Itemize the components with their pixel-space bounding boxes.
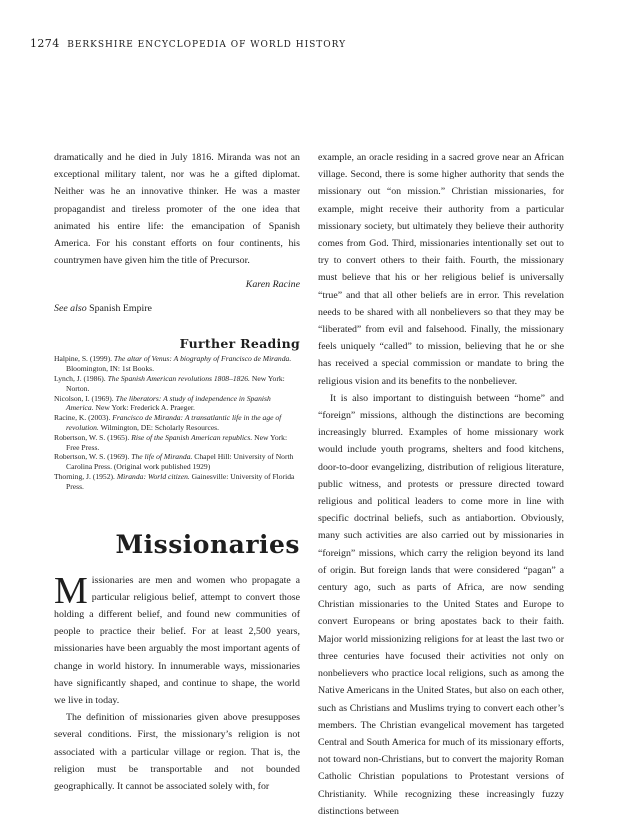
article-title: Missionaries bbox=[115, 529, 300, 559]
home-foreign-paragraph: It is also important to distinguish between “home” and “foreign” missions, although the distinctions are becoming increasingly blurred. Examples of home missionary work would include youth programs, shelters and food kitchens, door-to-door evangelizing, distribution of religious literature, public witness, and protests or pressure directed toward religious and political leaders to come more in line with specific doctrinal beliefs, such as antiabortion. Obviously, many such activities are also carried out by missionaries in “foreign” missions, which carry the religion beyond its land of origin. But foreign lands that were considered “pagan” a century ago, such as parts of Africa, are now sending Christian missionaries to the United States and Europe to convert Europeans or bring apostates back to their faith. Major world missionizing religions for at least the last two or three centuries have focused their activities not only on nonbelievers who practice local religions, such as among the Native Americans in the United States, but also on each other, such as Christians and Muslims trying to convert each other’s members. The Christian evangelical movement has targeted Central and South America for much of its missionary efforts, not toward non-Christians, but to convert the majority Roman Catholic Christian populations to Protestant versions of Christianity. While recognizing these increasingly fuzzy distinctions between bbox=[318, 392, 564, 817]
reference-item: Racine, K. (2003). Francisco de Miranda: A transatlantic life in the age of revolution. Wilmington, DE: Scholarly Resources. bbox=[54, 413, 282, 432]
see-also-link[interactable]: Spanish Empire bbox=[89, 303, 152, 315]
intro-text: issionaries are men and women who propagate a particular religious belief, attempt to convert those holding a different belief, and found new communities of people to practice their belief. For at least 2,500 years, missionaries have been arguably the most important agents of change in world history. In innumerable ways, missionaries have significantly shaped, and continue to shape, the world we live in today. bbox=[54, 574, 300, 706]
drop-cap: M bbox=[54, 569, 88, 612]
reference-item: Robertson, W. S. (1969). The life of Miranda. Chapel Hill: University of North Carolina Press. (Original work published 1929) bbox=[54, 452, 294, 472]
intro-paragraph bbox=[54, 569, 300, 710]
right-column bbox=[318, 149, 564, 820]
reference-item: Thorning, J. (1952). Miranda: World citizen. Gainesville: University of Florida Press. bbox=[54, 471, 295, 491]
see-also-label: See also bbox=[54, 303, 87, 315]
conditions-paragraph: example, an oracle residing in a sacred grove near an African village. Second, there is some higher authority that sends the missionary out “on mission.” Christian missionaries, for example, might receive their authority from a particular missionary society, but ultimately they believe their authority comes from God. Third, missionaries intentionally set out to try to convert others to their faith. Fourth, the missionary must believe that his or her religious belief is universally “true” and that all other beliefs are in error. This revelation needs to be shared with all nonbelievers so that they may be “liberated” from evil and falsehood. Finally, the missionary feels uniquely “called” to mission, believing that he or she has received a special commission or mandate to bring the religious vision and its benefits to the nonbeliever. bbox=[318, 152, 564, 387]
reference-item: Robertson, W. S. (1965). Rise of the Spanish American republics. New York: Free Press. bbox=[54, 432, 288, 452]
author-signature: Karen Racine bbox=[245, 279, 300, 291]
miranda-closing-paragraph: dramatically and he died in July 1816. Miranda was not an exceptional military talent, nor was he a gifted diplomat. Neither was he an innovative thinker. He was a master propagandist and tireless promoter of the one idea that animated his entire life: the emancipation of Spanish America. For his constant efforts on four continents, his countrymen have given him the title of Precursor. bbox=[54, 152, 300, 267]
reference-item: Lynch, J. (1986). The Spanish American revolutions 1808–1826. New York: Norton. bbox=[54, 374, 285, 393]
page-number: 1274 bbox=[30, 37, 60, 50]
publication-title: BERKSHIRE ENCYCLOPEDIA OF WORLD HISTORY bbox=[67, 40, 347, 50]
further-reading-heading: Further Reading bbox=[179, 336, 300, 352]
left-column bbox=[54, 149, 300, 795]
reference-item: Nicolson, I. (1969). The liberators: A study of independence in Spanish America. New York: Frederick A. Praeger. bbox=[54, 393, 271, 413]
reference-list bbox=[54, 354, 300, 491]
definition-paragraph: The definition of missionaries given above presupposes several conditions. First, the missionary’s religion is not associated with a particular village or region. That is, the religion must be transportable and not bounded geographically. It cannot be associated solely with, for bbox=[54, 712, 300, 793]
see-also bbox=[54, 300, 300, 317]
reference-item: Halpine, S. (1999). The altar of Venus: A biography of Francisco de Miranda. Bloomington, IN: 1st Books. bbox=[54, 354, 292, 374]
running-head bbox=[30, 37, 590, 50]
